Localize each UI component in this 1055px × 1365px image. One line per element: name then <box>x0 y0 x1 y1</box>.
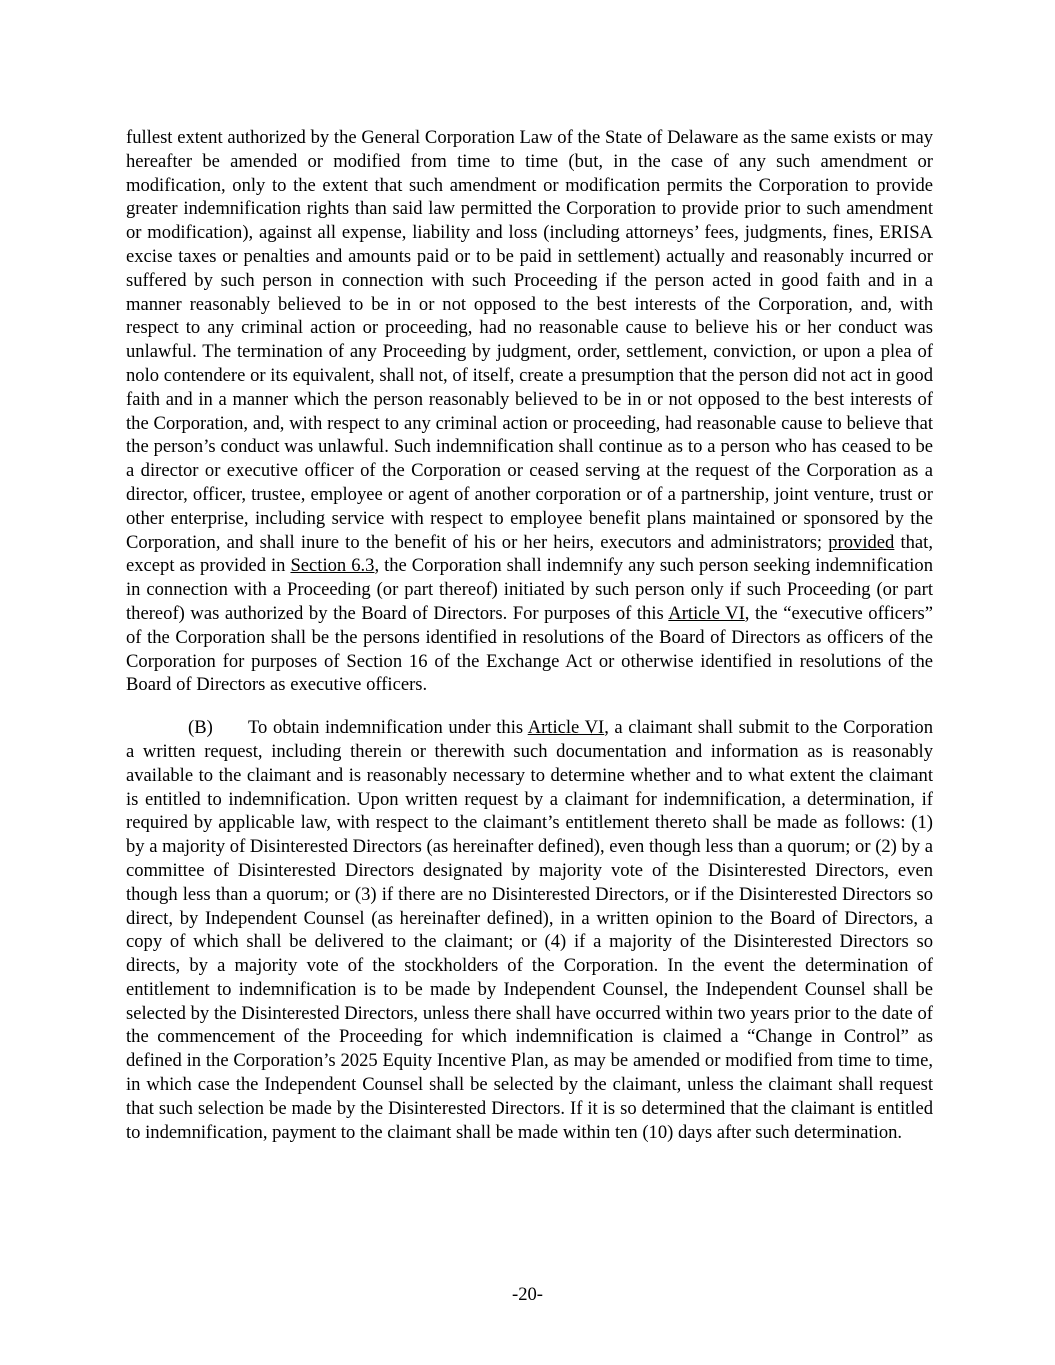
paragraph-text: , a claimant shall submit to the Corporation a written request, including therein or therewith such documentation and information as is reasonably available to the claimant and is reasonably necessary to determine whether and to what extent the claimant is entitled to indemnification. Upon written request by a claimant for indemnification, a determination, if required by applicable law, with respect to the claimant’s entitlement thereto shall be made as follows: (1) by a majority of Disinterested Directors (as hereinafter defined), even though less than a quorum; or (2) by a committee of Disinterested Directors designated by majority vote of the Disinterested Directors, even though less than a quorum; or (3) if there are no Disinterested Directors, or if the Disinterested Directors so direct, by Independent Counsel (as hereinafter defined), in a written opinion to the Board of Directors, a copy of which shall be delivered to the claimant; or (4) if a majority of the Disinterested Directors so directs, by a majority vote of the stockholders of the Corporation. In the event the determination of entitlement to indemnification is to be made by Independent Counsel, the Independent Counsel shall be selected by the Disinterested Directors, unless there shall have occurred within two years prior to the date of the commencement of the Proceeding for which indemnification is claimed a “Change in Control” as defined in the Corporation’s 2025 Equity Incentive Plan, as may be amended or modified from time to time, in which case the Independent Counsel shall be selected by the claimant, unless the claimant shall request that such selection be made by the Disinterested Directors. If it is so determined that the claimant is entitled to indemnification, payment to the claimant shall be made within ten (10) days after such determination. <box>126 717 934 1143</box>
section-reference-link[interactable]: Section 6.3 <box>290 555 375 577</box>
paragraph-b-indemnification-procedure <box>126 716 933 1144</box>
provided-term: provided <box>828 531 895 553</box>
paragraph-text: , the “executive officers” of the Corporation shall be the persons identified in resolutions of the Board of Directors as officers of the Corporation for purposes of Section 16 of the Exchange Act or otherwise identified in resolutions of the Board of Directors as executive officers. <box>126 602 933 696</box>
paragraph-text: that, except as provided in <box>126 531 934 577</box>
page-number: -20- <box>512 1284 543 1305</box>
paragraph-text: To obtain indemnification under this <box>248 717 528 739</box>
document-page <box>126 126 933 1144</box>
paragraph-label: (B) <box>188 717 213 739</box>
article-reference-link[interactable]: Article VI <box>527 717 605 739</box>
paragraph-text: fullest extent authorized by the General Corporation Law of the State of Delaware as the same exists or may hereafter be amended or modified from time to time (but, in the case of any such amendment or modification, only to the extent that such amendment or modification permits the Corporation to provide greater indemnification rights than said law permitted the Corporation to provide prior to such amendment or modification), against all expense, liability and loss (including attorneys’ fees, judgments, fines, ERISA excise taxes or penalties and amounts paid or to be paid in settlement) actually and reasonably incurred or suffered by such person in connection with such Proceeding if the person acted in good faith and in a manner reasonably believed to be in or not opposed to the best interests of the Corporation, and, with respect to any criminal action or proceeding, had no reasonable cause to believe his or her conduct was unlawful. The termination of any Proceeding by judgment, order, settlement, conviction, or upon a plea of nolo contendere or its equivalent, shall not, of itself, create a presumption that the person did not act in good faith and in a manner which the person reasonably believed to be in or not opposed to the best interests of the Corporation, and, with respect to any criminal action or proceeding, had reasonable cause to believe that the person’s conduct was unlawful. Such indemnification shall continue as to a person who has ceased to be a director or executive officer of the Corporation or ceased serving at the request of the Corporation as a director, officer, trustee, employee or agent of another corporation or of a partnership, joint venture, trust or other enterprise, including service with respect to employee benefit plans maintained or sponsored by the Corporation, and shall inure to the benefit of his or her heirs, executors and administrators; <box>126 127 933 553</box>
paragraph-indemnification-scope <box>126 126 933 697</box>
article-reference-link[interactable]: Article VI <box>668 602 745 624</box>
paragraph-text: , the Corporation shall indemnify any such person seeking indemnification in connection with a Proceeding (or part thereof) initiated by such person only if such Proceeding (or part thereof) was authorized by the Board of Directors. For purposes of this <box>126 555 933 624</box>
